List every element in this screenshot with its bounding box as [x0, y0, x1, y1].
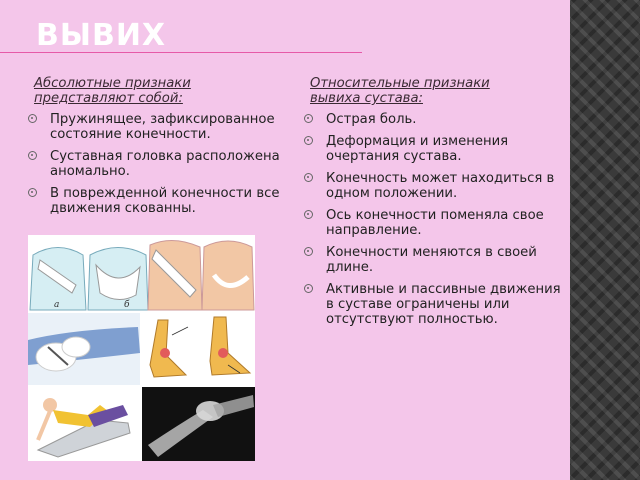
heading-line: представляют собой:: [34, 91, 183, 106]
list-item: [300, 208, 562, 238]
heading-line: Абсолютные признаки: [34, 76, 191, 91]
bandaged-legs-illustration: [28, 313, 140, 385]
list-item-text: Конечность может находиться в одном положении.: [326, 171, 555, 201]
figure-label-b: б: [124, 300, 130, 310]
falling-person-illustration: [28, 387, 140, 461]
bullet-icon: [304, 136, 313, 145]
list-item: [300, 171, 562, 201]
heading-line: вывиха сустава:: [310, 91, 423, 106]
collage-svg: [28, 235, 255, 461]
decorative-side-pattern: [570, 0, 640, 480]
list-item-text: В поврежденной конечности все движения скованны.: [50, 186, 280, 216]
title-underline: [0, 52, 362, 53]
list-item-text: Конечности меняются в своей длине.: [326, 245, 537, 275]
list-item-text: Суставная головка расположена аномально.: [50, 149, 280, 179]
bullet-icon: [28, 114, 37, 123]
absolute-signs-list: [24, 112, 284, 216]
foot-skeleton-illustration: [142, 313, 255, 385]
figure-label-a: а: [54, 300, 60, 310]
bullet-icon: [304, 210, 313, 219]
list-item-text: Острая боль.: [326, 112, 417, 127]
relative-signs-column: [300, 76, 562, 334]
list-item-text: Деформация и изменения очертания сустава.: [326, 134, 509, 164]
relative-signs-list: [300, 112, 562, 327]
absolute-signs-heading: [34, 76, 284, 106]
bullet-icon: [304, 173, 313, 182]
slide-title: ВЫВИХ: [36, 18, 167, 53]
list-item: [300, 112, 562, 127]
list-item: [24, 149, 284, 179]
list-item: [300, 134, 562, 164]
dislocation-illustration-collage: [28, 235, 255, 461]
heading-line: Относительные признаки: [310, 76, 490, 91]
list-item: [24, 112, 284, 142]
list-item-text: Пружинящее, зафиксированное состояние конечности.: [50, 112, 275, 142]
list-item: [24, 186, 284, 216]
list-item: [300, 282, 562, 327]
bullet-icon: [304, 114, 313, 123]
bullet-icon: [28, 188, 37, 197]
list-item-text: Активные и пассивные движения в суставе ограничены или отсутствуют полностью.: [326, 282, 561, 327]
xray-elbow-image: [142, 387, 255, 461]
bullet-icon: [28, 151, 37, 160]
list-item-text: Ось конечности поменяла свое направление.: [326, 208, 544, 238]
relative-signs-heading: [310, 76, 562, 106]
absolute-signs-column: [24, 76, 284, 223]
bandaged-torso-illustration: [28, 235, 255, 310]
bullet-icon: [304, 247, 313, 256]
list-item: [300, 245, 562, 275]
bullet-icon: [304, 284, 313, 293]
